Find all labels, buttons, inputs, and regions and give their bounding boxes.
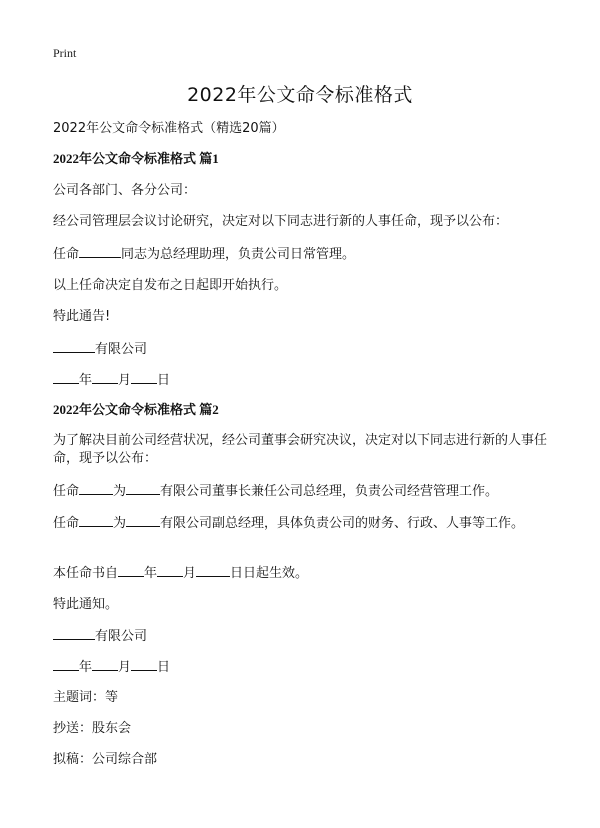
company-blank [126,482,160,495]
section2-date [53,658,553,677]
day-blank [131,371,157,384]
day-blank [196,564,230,577]
appoint-suffix: 有限公司副总经理，具体负责公司的财务、行政、人事等工作。 [160,516,525,531]
appoint-mid: 为 [113,484,127,499]
month-blank [92,658,118,671]
effective-year-label: 年 [144,566,158,581]
appoint-prefix: 任命 [53,247,80,262]
name-blank [79,245,121,258]
date-year-label: 年 [79,660,93,675]
section2-cc: 抄送：股东会 [53,721,132,736]
section1-date [53,371,553,390]
document-subtitle: 2022年公文命令标准格式（精选20篇） [53,121,285,136]
appoint-mid: 为 [113,516,127,531]
day-blank [131,658,157,671]
document-title: 2022年公文命令标准格式 [187,84,413,106]
section1-greeting: 公司各部门、各分公司： [53,183,197,198]
section2-drafter: 拟稿：公司综合部 [53,752,158,767]
section2-company [53,627,553,646]
date-day-label: 日 [157,660,171,675]
section2-effective [53,564,553,583]
effective-month-label: 月 [183,566,197,581]
company-blank [53,627,95,640]
section1-effective: 以上任命决定自发布之日起即开始执行。 [53,278,288,293]
name-blank [79,514,113,527]
section2-appointment-1 [53,482,553,501]
print-label: Print [53,46,77,60]
section1-intro: 经公司管理层会议讨论研究，决定对以下同志进行新的人事任命，现予以公布： [53,214,509,229]
month-blank [92,371,118,384]
date-month-label: 月 [118,660,132,675]
section2-notice: 特此通知。 [53,597,119,612]
company-suffix: 有限公司 [95,629,148,644]
company-blank [53,340,95,353]
appoint-prefix: 任命 [53,484,80,499]
section2-heading: 2022年公文命令标准格式 篇2 [53,402,219,417]
company-suffix: 有限公司 [95,342,148,357]
appoint-prefix: 任命 [53,516,80,531]
company-blank [126,514,160,527]
year-blank [53,371,79,384]
date-month-label: 月 [118,373,132,388]
section1-company [53,340,553,359]
section2-appointment-2 [53,514,553,533]
appoint-suffix: 同志为总经理助理，负责公司日常管理。 [121,247,356,262]
effective-prefix: 本任命书自 [53,566,119,581]
effective-suffix: 日日起生效。 [230,566,309,581]
section1-notice: 特此通告! [53,309,111,324]
section1-appointment [53,245,553,264]
section2-intro: 为了解决目前公司经营状况，经公司董事会研究决议，决定对以下同志进行新的人事任命，现予以公布： [53,433,548,466]
date-day-label: 日 [157,373,171,388]
section2-keywords: 主题词：等 [53,690,119,705]
year-blank [53,658,79,671]
date-year-label: 年 [79,373,93,388]
section1-heading: 2022年公文命令标准格式 篇1 [53,151,219,166]
appoint-suffix: 有限公司董事长兼任公司总经理，负责公司经营管理工作。 [160,484,499,499]
name-blank [79,482,113,495]
year-blank [118,564,144,577]
month-blank [157,564,183,577]
